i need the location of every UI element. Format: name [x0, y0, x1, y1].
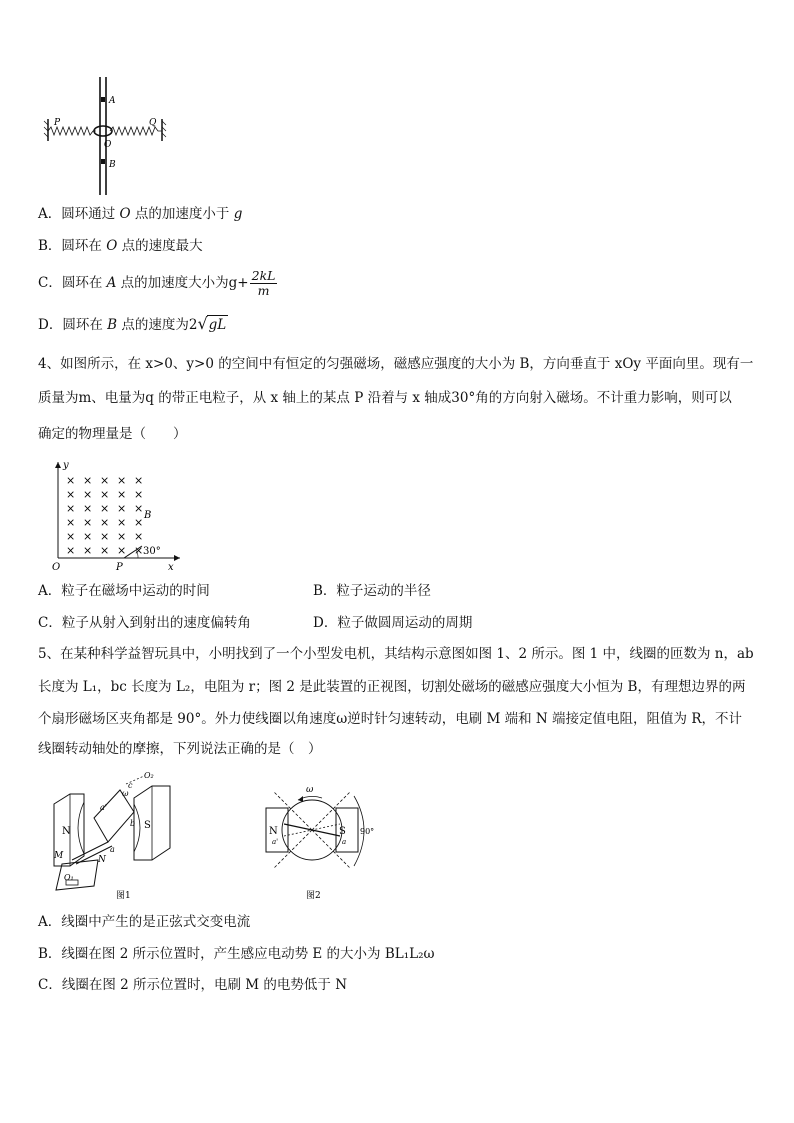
- fig2-n: N: [269, 826, 278, 837]
- q4-stem-line2: 质量为m、电量为q 的带正电粒子，从 x 轴上的某点 P 沿着与 x 轴成30°角的方向射入磁场。不计重力影响，则可以: [38, 390, 732, 406]
- generator-figure-1: [48, 768, 198, 903]
- field-cross: ×: [117, 488, 127, 501]
- field-cross: ×: [117, 474, 127, 487]
- fig2-caption: 图2: [306, 891, 321, 901]
- field-cross: ×: [134, 488, 144, 501]
- fig1-nb: N: [98, 855, 106, 865]
- fig1-a-prime: a': [100, 803, 107, 812]
- fig1-o1: O₁: [64, 873, 74, 882]
- fig2-s: S: [339, 826, 346, 837]
- field-cross: ×: [66, 544, 76, 557]
- fig1-o2: O₂: [144, 771, 154, 780]
- field-cross: ×: [117, 544, 127, 557]
- q5-option-c: C．线圈在图 2 所示位置时，电刷 M 的电势低于 N: [38, 977, 348, 993]
- field-cross: ×: [83, 502, 93, 515]
- magnetic-field-figure: [44, 458, 184, 573]
- field-cross: ×: [83, 530, 93, 543]
- field-cross: ×: [83, 544, 93, 557]
- fig1-m: M: [54, 851, 64, 861]
- fig2-a: a: [342, 838, 347, 846]
- field-cross: ×: [66, 488, 76, 501]
- generator-figure-2: [262, 780, 382, 902]
- origin-label: O: [52, 562, 61, 573]
- q4-option-d: D．粒子做圆周运动的周期: [313, 615, 473, 631]
- q3-option-c: C．圆环在 A 点的加速度大小为g+ $\frac{2kL}{m}$: [38, 268, 276, 298]
- fig1-a: a: [110, 845, 115, 854]
- field-cross: ×: [66, 516, 76, 529]
- field-cross: ×: [100, 530, 110, 543]
- field-cross: ×: [100, 544, 110, 557]
- field-cross: ×: [83, 488, 93, 501]
- q4-option-c: C．粒子从射入到射出的速度偏转角: [38, 615, 251, 631]
- point-p-label: P: [116, 562, 123, 573]
- q5-stem-line4: 线圈转动轴处的摩擦，下列说法正确的是（ ）: [38, 741, 322, 757]
- field-cross: ×: [83, 516, 93, 529]
- fraction-2kl-m: $\frac{2kL}{m}$: [251, 268, 276, 298]
- axis-y-label: y: [63, 460, 69, 471]
- q4-stem-line3: 确定的物理量是（ ）: [38, 426, 187, 442]
- field-cross: ×: [134, 516, 144, 529]
- label-p: P: [54, 118, 61, 128]
- label-o: O: [104, 140, 112, 150]
- field-cross: ×: [134, 502, 144, 515]
- q3-option-a: A．圆环通过 O 点的加速度小于 g: [38, 206, 243, 222]
- field-cross: ×: [100, 516, 110, 529]
- field-cross: ×: [117, 502, 127, 515]
- q5-stem-line2: 长度为 L₁，bc 长度为 L₂，电阻为 r；图 2 是此装置的正视图，切割处磁场的磁感应强度大小恒为 B，有理想边界的两: [38, 679, 746, 695]
- field-cross: ×: [134, 530, 144, 543]
- q5-stem-line1: 5、在某种科学益智玩具中，小明找到了一个小型发电机，其结构示意图如图 1、2 所示。图 1 中，线圈的匝数为 n，ab: [38, 646, 754, 662]
- field-cross: ×: [83, 474, 93, 487]
- field-cross: ×: [100, 502, 110, 515]
- q3-option-d: D．圆环在 B 点的速度为2√gL: [38, 314, 227, 333]
- q5-option-b: B．线圈在图 2 所示位置时，产生感应电动势 E 的大小为 BL₁L₂ω: [38, 946, 435, 962]
- axis-x-label: x: [168, 562, 174, 573]
- q4-option-b: B．粒子运动的半径: [313, 583, 431, 599]
- label-b: B: [109, 160, 116, 170]
- q3-option-b: B．圆环在 O 点的速度最大: [38, 238, 203, 254]
- fig1-b: b: [130, 819, 136, 828]
- q4-stem-line1: 4、如图所示，在 x>0、y>0 的空间中有恒定的匀强磁场，磁感应强度的大小为 B，方向垂直于 xOy 平面向里。现有一: [38, 356, 754, 372]
- field-cross: ×: [117, 530, 127, 543]
- fig1-s: S: [144, 820, 151, 831]
- angle-30-label: 30°: [143, 546, 161, 557]
- field-cross: ×: [66, 502, 76, 515]
- field-cross: ×: [134, 544, 144, 557]
- label-q: Q: [149, 118, 157, 128]
- field-cross: ×: [100, 474, 110, 487]
- field-cross: ×: [100, 488, 110, 501]
- label-a: A: [109, 96, 116, 106]
- q5-stem-line3: 个扇形磁场区夹角都是 90°。外力使线圈以角速度ω逆时针匀速转动，电刷 M 端和 N 端接定值电阻，阻值为 R，不计: [38, 711, 742, 727]
- field-cross: ×: [117, 516, 127, 529]
- field-b-label: B: [144, 510, 152, 521]
- field-cross: ×: [134, 474, 144, 487]
- fig2-a-prime: a': [272, 838, 279, 846]
- fig1-c: c: [128, 781, 133, 790]
- ring-spring-figure: [40, 75, 170, 197]
- field-cross: ×: [66, 474, 76, 487]
- field-cross: ×: [66, 530, 76, 543]
- fig2-omega: ω: [306, 785, 314, 795]
- q5-option-a: A．线圈中产生的是正弦式交变电流: [38, 914, 251, 930]
- fig1-omega: ω: [122, 789, 129, 798]
- fig1-n: N: [62, 826, 71, 837]
- fig2-90: 90°: [360, 827, 375, 836]
- fig1-caption: 图1: [116, 891, 131, 901]
- q4-option-a: A．粒子在磁场中运动的时间: [38, 583, 210, 599]
